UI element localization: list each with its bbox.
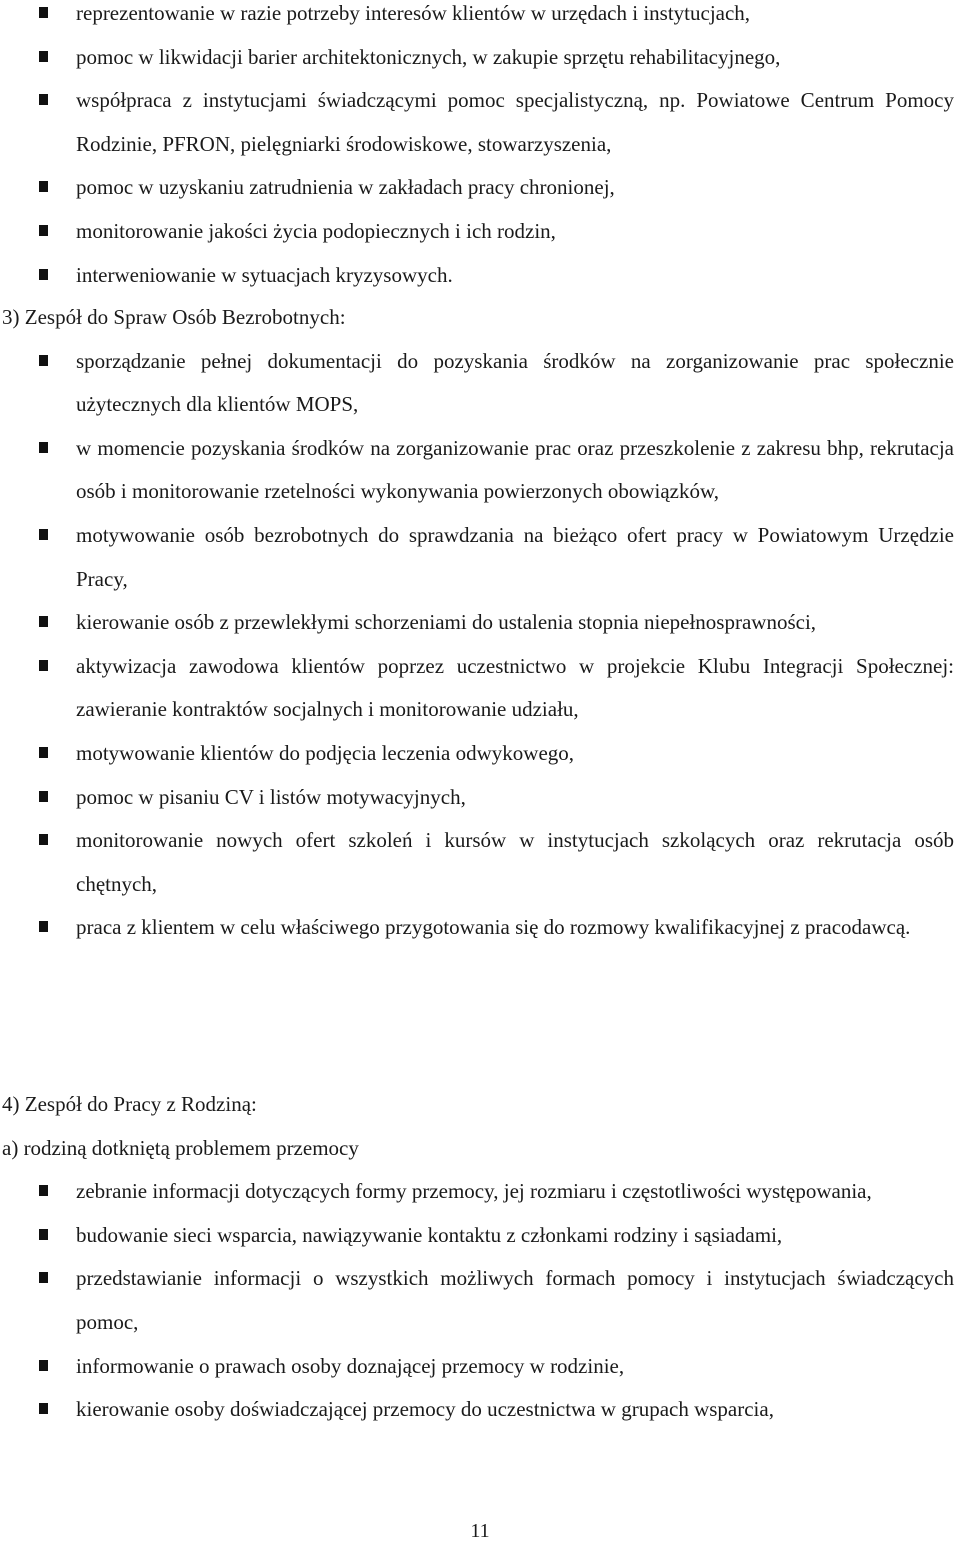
list-item [0,1257,960,1344]
square-bullet-icon [39,225,48,236]
list-item [0,819,960,906]
list-item-text: praca z klientem w celu właściwego przygotowania się do rozmowy kwalifikacyjnej z pracodawcą. [76,915,911,940]
list-item-text: motywowanie klientów do podjęcia leczenia odwykowego, [76,740,575,765]
square-bullet-icon [39,94,48,105]
square-bullet-icon [39,269,48,280]
square-bullet-icon [39,1403,48,1414]
list-item-text: pomoc w uzyskaniu zatrudnienia w zakładach pracy chronionej, [76,175,615,200]
square-bullet-icon [39,1229,48,1240]
list-item [0,1388,960,1432]
square-bullet-icon [39,355,48,366]
list-item-text: pomoc w likwidacji barier architektonicznych, w zakupie sprzętu rehabilitacyjnego, [76,44,781,69]
square-bullet-icon [39,834,48,845]
list-item-text: budowanie sieci wsparcia, nawiązywanie kontaktu z członkami rodziny i sąsiadami, [76,1222,783,1247]
continued-list-block [0,0,960,297]
list-item-text: współpraca z instytucjami świadczącymi pomoc specjalistyczną, np. Powiatowe Centrum Pomocy Rodzinie, PFRON, pielęgniarki środowiskowe, stowarzyszenia, [76,88,954,156]
page-number: 11 [470,1520,490,1542]
list-item-text: aktywizacja zawodowa klientów poprzez uczestnictwo w projekcie Klubu Integracji Społecznej: zawieranie kontraktów socjalnych i monitorowanie udziału, [76,653,954,722]
list-item-text: przedstawianie informacji o wszystkich możliwych formach pomocy i instytucjach świadczących pomoc, [76,1266,954,1334]
list-item [0,427,960,514]
square-bullet-icon [39,1185,48,1196]
section-3-block [0,296,960,950]
list-item-text: motywowanie osób bezrobotnych do sprawdzania na bieżąco ofert pracy w Powiatowym Urzędzie Pracy, [76,522,954,591]
square-bullet-icon [39,529,48,540]
list-item [0,340,960,427]
square-bullet-icon [39,791,48,802]
list-item [0,1345,960,1389]
list-item [0,645,960,732]
list-item [0,906,960,950]
list-item-text: monitorowanie nowych ofert szkoleń i kursów w instytucjach szkolących oraz rekrutacja osób chętnych, [76,828,954,896]
list-item [0,1214,960,1258]
list-item [0,601,960,645]
list-item [0,36,960,80]
list-item-text: kierowanie osób z przewlekłymi schorzeniami do ustalenia stopnia niepełnosprawności, [76,610,817,635]
list-item [0,514,960,601]
section-3-heading: 3) Zespół do Spraw Osób Bezrobotnych: [2,305,346,329]
continued-bullet-list [0,0,960,297]
section-4-block [0,1083,960,1432]
section-4-heading: 4) Zespół do Pracy z Rodziną: [2,1092,257,1116]
section-4-bullet-list [0,1170,960,1432]
list-item [0,166,960,210]
square-bullet-icon [39,181,48,192]
list-item-text: pomoc w pisaniu CV i listów motywacyjnych, [76,784,466,809]
list-item [0,732,960,776]
list-item-text: reprezentowanie w razie potrzeby interesów klientów w urzędach i instytucjach, [76,1,751,25]
square-bullet-icon [39,7,48,18]
section-4-subheading: a) rodziną dotkniętą problemem przemocy [2,1135,359,1160]
list-item-text: sporządzanie pełnej dokumentacji do pozyskania środków na zorganizowanie prac społecznie użytecznych dla klientów MOPS, [76,348,954,417]
list-item [0,79,960,166]
list-item [0,1170,960,1214]
list-item-text: monitorowanie jakości życia podopiecznych i ich rodzin, [76,218,556,243]
square-bullet-icon [39,660,48,671]
list-item [0,776,960,820]
square-bullet-icon [39,616,48,627]
square-bullet-icon [39,1272,48,1283]
square-bullet-icon [39,1360,48,1371]
list-item-text: interweniowanie w sytuacjach kryzysowych. [76,262,453,287]
list-item [0,210,960,254]
section-3-bullet-list [0,340,960,950]
square-bullet-icon [39,921,48,932]
list-item-text: zebranie informacji dotyczących formy przemocy, jej rozmiaru i częstotliwości występowania, [76,1179,872,1204]
square-bullet-icon [39,442,48,453]
list-item-text: w momencie pozyskania środków na zorganizowanie prac oraz przeszkolenie z zakresu bhp, rekrutacja osób i monitorowanie rzetelności wykonywania powierzonych obowiązków, [76,435,954,504]
square-bullet-icon [39,51,48,62]
list-item-text: informowanie o prawach osoby doznającej przemocy w rodzinie, [76,1353,625,1378]
list-item [0,0,960,36]
square-bullet-icon [39,747,48,758]
list-item [0,254,960,298]
list-item-text: kierowanie osoby doświadczającej przemocy do uczestnictwa w grupach wsparcia, [76,1397,774,1422]
